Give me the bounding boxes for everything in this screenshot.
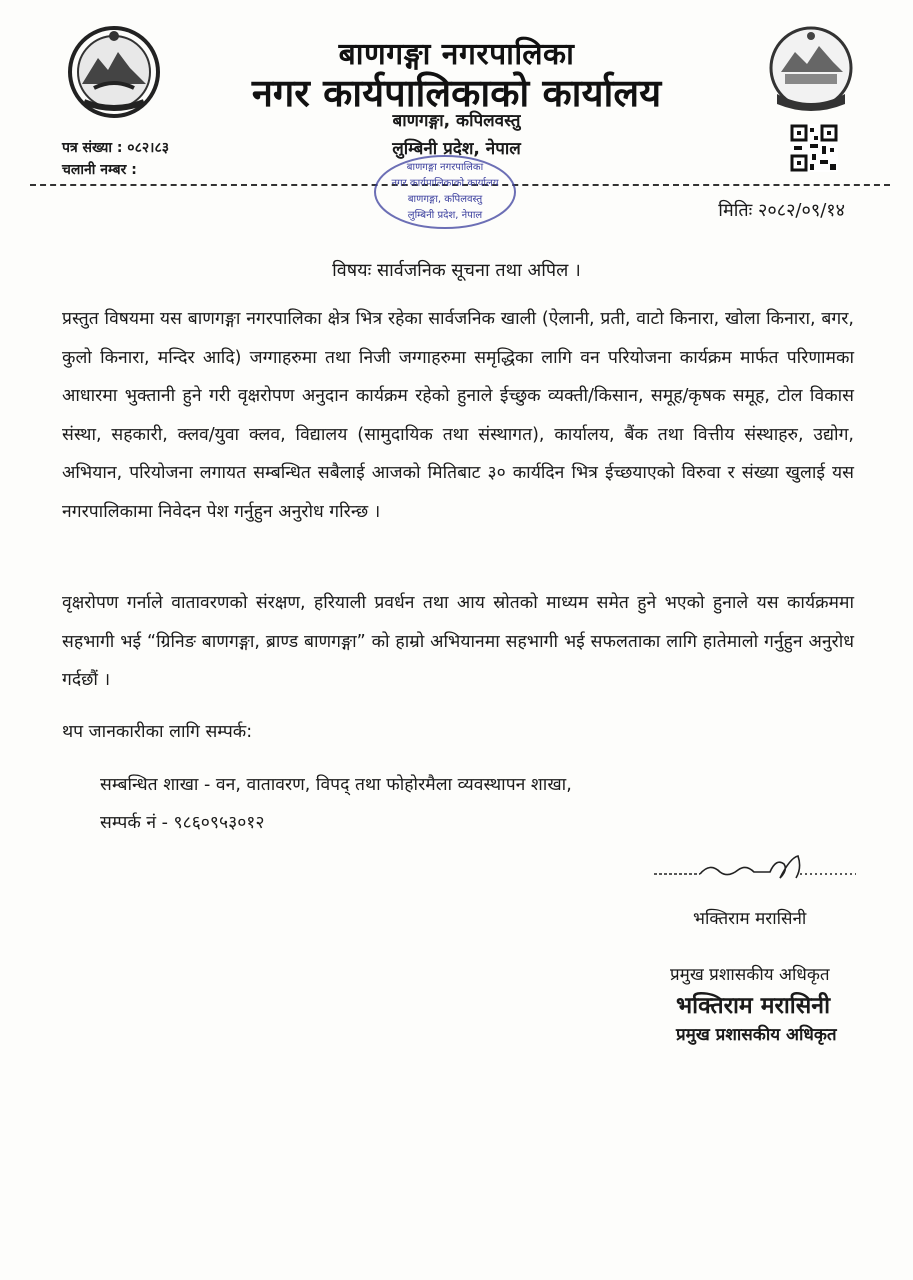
office-stamp	[370, 152, 520, 232]
stamp-line-1: बाणगङ्गा नगरपालिका	[406, 162, 484, 173]
stamp-line-4: लुम्बिनी प्रदेश, नेपाल	[407, 210, 483, 221]
contact-branch: सम्बन्धित शाखा - वन, वातावरण, विपद् तथा फोहोरमैला व्यवस्थापन शाखा,	[100, 775, 572, 795]
contact-heading: थप जानकारीका लागि सम्पर्क:	[62, 722, 253, 742]
body-paragraph-2: वृक्षरोपण गर्नाले वातावरणको संरक्षण, हरियाली प्रवर्धन तथा आय स्रोतको माध्यम समेत हुने भएको हुनाले यस कार्यक्रममा सहभागी भई “ग्रिनिङ बाणगङ्गा, ब्राण्ड बाणगङ्गा” को हाम्रो अभियानमा सहभागी भई सफलताका लागि हातेमालो गर्नुहुन अनुरोध गर्दछौं ।	[62, 593, 854, 690]
stamp-line-2: नगर कार्यपालिकाको कार्यालय	[391, 178, 499, 189]
signature	[650, 848, 860, 888]
stamp-signatory-name: भक्तिराम मरासिनी	[676, 993, 831, 1019]
body-paragraph-1: प्रस्तुत विषयमा यस बाणगङ्गा नगरपालिका क्षेत्र भित्र रहेका सार्वजनिक खाली (ऐलानी, प्रती, वाटो किनारा, खोला किनारा, बगर, कुलो किनारा, मन्दिर आदि) जग्गाहरुमा तथा निजी जग्गाहरुमा समृद्धिका लागि वन परियोजना कार्यक्रम मार्फत परिणामका आधारमा भुक्तानी हुने गरी वृक्षरोपण अनुदान कार्यक्रम रहेको हुनाले ईच्छुक व्यक्ती/किसान, समूह/कृषक समूह, टोल विकास संस्था, सहकारी, क्लव/युवा क्लव, विद्यालय (सामुदायिक तथा संस्थागत), कार्यालय, बैंक तथा वित्तीय संस्थाहरु, उद्योग, अभियान, परियोजना लगायत सम्बन्धित सबैलाई आजको मितिबाट ३० कार्यदिन भित्र ईच्छयाएको विरुवा र संख्या खुलाई यस नगरपालिकामा निवेदन पेश गर्नुहुन अनुरोध गरिन्छ ।	[62, 309, 854, 522]
contact-phone: सम्पर्क नं - ९८६०९५३०१२	[100, 813, 265, 833]
office-address-line1: बाणगङ्गा, कपिलवस्तु	[392, 111, 521, 131]
dispatch-number: चलानी नम्बर :	[62, 162, 137, 178]
stamp-signatory-title: प्रमुख प्रशासकीय अधिकृत	[676, 1025, 837, 1045]
signatory-title: प्रमुख प्रशासकीय अधिकृत	[670, 965, 830, 985]
letter-number: पत्र संख्या : ०८२।८३	[62, 140, 170, 156]
stamp-line-3: बाणगङ्गा, कपिलवस्तु	[407, 194, 483, 205]
municipality-name: बाणगङ्गा नगरपालिका	[338, 37, 575, 72]
letter-date: मितिः २०८२/०९/१४	[718, 200, 845, 221]
signatory-name: भक्तिराम मरासिनी	[693, 909, 807, 929]
office-address-line2: लुम्बिनी प्रदेश, नेपाल	[392, 139, 521, 159]
office-name: नगर कार्यपालिकाको कार्यालय	[251, 71, 662, 115]
letter-subject: विषयः सार्वजनिक सूचना तथा अपिल ।	[332, 260, 581, 281]
